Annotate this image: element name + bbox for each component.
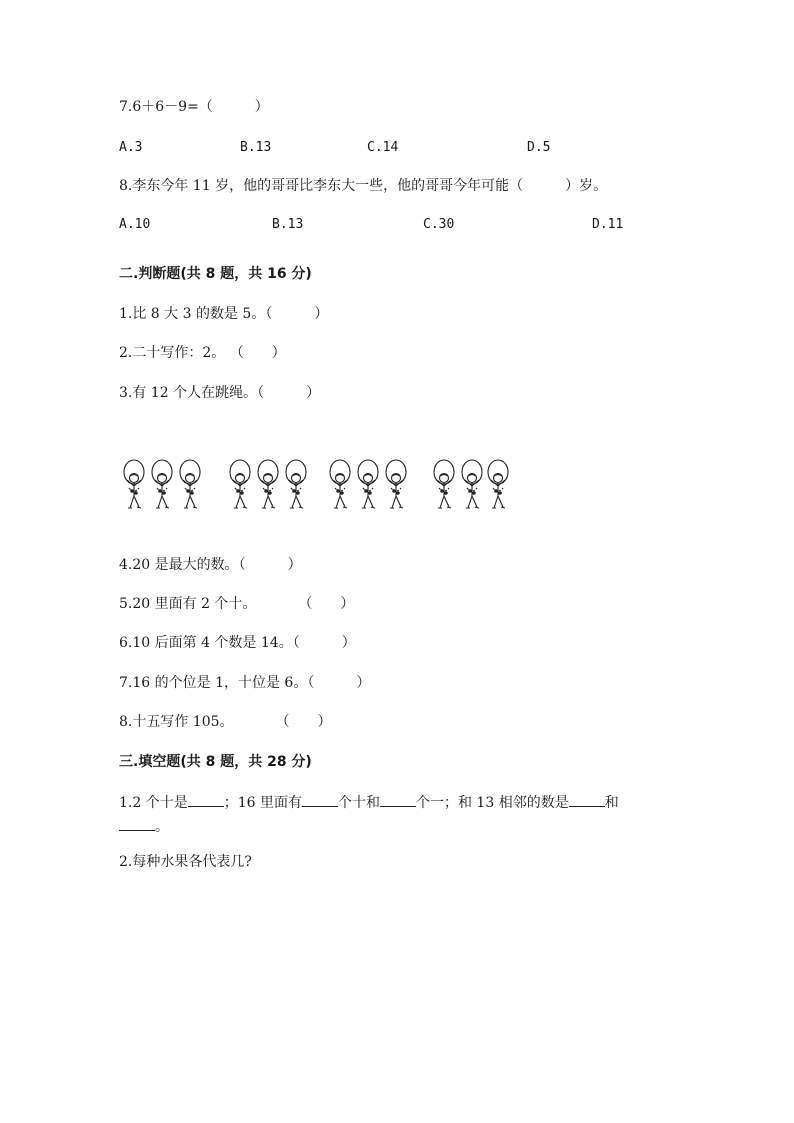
judge-item-5: 5.20 里面有 2 个十。 （ ） <box>119 596 355 612</box>
jump-rope-group-1 <box>124 460 200 508</box>
q8-option-a[interactable]: A.10 <box>119 217 151 232</box>
jump-rope-child-icon <box>386 460 406 508</box>
fill-q1-part-5: 和 <box>604 795 619 811</box>
section-3-heading: 三.填空题(共 8 题，共 28 分) <box>119 754 312 770</box>
q7-option-a[interactable]: A.3 <box>119 140 143 155</box>
fill-blank-5[interactable] <box>119 816 155 831</box>
jump-rope-group-4 <box>434 460 508 508</box>
jump-rope-child-icon <box>434 460 454 508</box>
section-2-heading: 二.判断题(共 8 题，共 16 分) <box>119 266 312 282</box>
q8-option-d[interactable]: D.11 <box>592 217 624 232</box>
fill-blank-3[interactable] <box>380 792 416 807</box>
jump-rope-child-icon <box>286 460 306 508</box>
fill-q1-part-2: ；16 里面有 <box>223 795 302 811</box>
fill-blank-2[interactable] <box>302 792 338 807</box>
jump-rope-group-3 <box>330 460 406 508</box>
question-8-stem: 8.李东今年 11 岁，他的哥哥比李东大一些，他的哥哥今年可能（ ）岁。 <box>119 178 608 194</box>
judge-item-2: 2.二十写作：2。 （ ） <box>119 345 286 361</box>
jump-rope-child-icon <box>152 460 172 508</box>
fill-q1-part-4: 个一；和 13 相邻的数是 <box>415 795 569 811</box>
fill-blank-4[interactable] <box>569 792 605 807</box>
judge-item-7: 7.16 的个位是 1，十位是 6。（ ） <box>119 675 371 691</box>
jump-rope-child-icon <box>488 460 508 508</box>
jump-rope-child-icon <box>258 460 278 508</box>
jump-rope-figure <box>120 455 510 513</box>
jump-rope-child-icon <box>230 460 250 508</box>
fill-blank-1[interactable] <box>188 792 224 807</box>
jump-rope-child-icon <box>462 460 482 508</box>
judge-item-1: 1.比 8 大 3 的数是 5。（ ） <box>119 306 329 322</box>
fill-q1-part-6: 。 <box>155 819 169 835</box>
judge-item-3: 3.有 12 个人在跳绳。（ ） <box>119 385 321 401</box>
q7-option-b[interactable]: B.13 <box>240 140 272 155</box>
jump-rope-child-icon <box>330 460 350 508</box>
judge-item-6: 6.10 后面第 4 个数是 14。（ ） <box>119 635 356 651</box>
fill-question-2: 2.每种水果各代表几? <box>119 854 252 870</box>
q7-option-d[interactable]: D.5 <box>527 140 551 155</box>
fill-q1-part-1: 1.2 个十是 <box>119 795 188 811</box>
jump-rope-child-icon <box>358 460 378 508</box>
jump-rope-child-icon <box>180 460 200 508</box>
question-7-stem: 7.6＋6－9=（ ） <box>119 99 269 115</box>
q8-option-b[interactable]: B.13 <box>272 217 304 232</box>
jump-rope-group-2 <box>230 460 306 508</box>
jump-rope-child-icon <box>124 460 144 508</box>
judge-item-4: 4.20 是最大的数。（ ） <box>119 557 302 573</box>
fill-question-1-line-1 <box>119 792 619 812</box>
q8-option-c[interactable]: C.30 <box>423 217 455 232</box>
q7-option-c[interactable]: C.14 <box>367 140 399 155</box>
fill-question-1-line-2 <box>119 816 169 836</box>
judge-item-8: 8.十五写作 105。 （ ） <box>119 714 332 730</box>
fill-q1-part-3: 个十和 <box>337 795 380 811</box>
